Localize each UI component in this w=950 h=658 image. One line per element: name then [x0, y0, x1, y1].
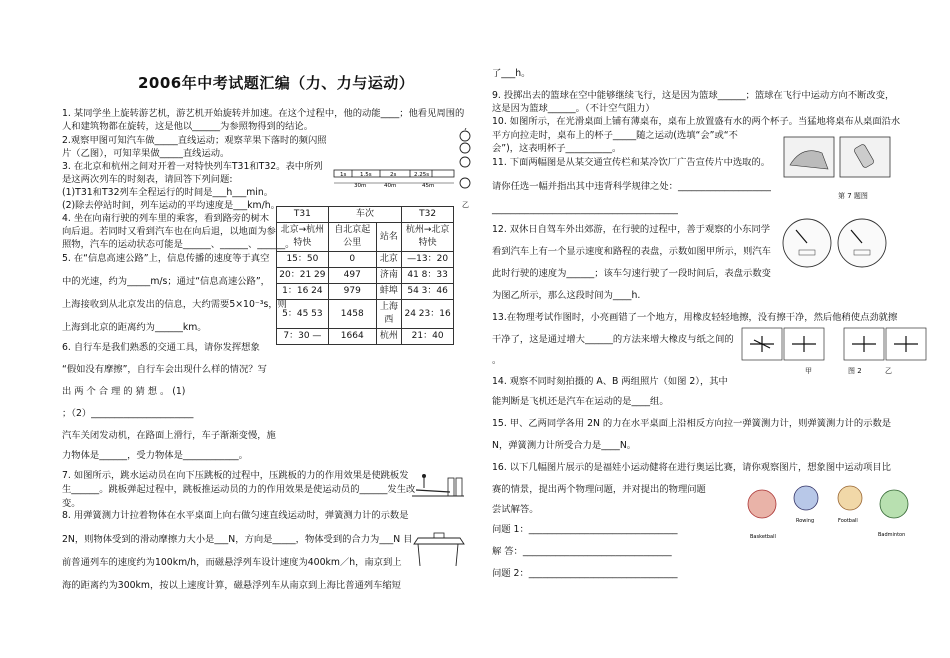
text-line: 干净了，这是通过增大______的方法来增大橡皮与纸之间的 — [492, 334, 734, 345]
text-line: ________________________________________ — [492, 204, 678, 215]
diving-board-figure — [410, 470, 466, 500]
apple-falling-icon — [456, 128, 474, 192]
table-row — [277, 284, 454, 300]
text-line: 9. 投掷出去的篮球在空中能够继续飞行，这是因为篮球______；篮球在飞行中运动方向不断改变， — [492, 90, 895, 101]
table-cell: 979 — [328, 284, 376, 300]
table-cell: 20：21 29 — [277, 268, 329, 284]
table-row — [277, 329, 454, 345]
text-line: 上海接收到从北京发出的信息，大约需要5×10⁻³s，则 — [62, 299, 287, 310]
table-row — [277, 300, 454, 329]
table-cell: 21：40 — [402, 329, 454, 345]
text-line: 11. 下面两幅图是从某交通宣传栏和某冷饮厂广告宣传片中选取的。 — [492, 157, 771, 168]
table-cell: 15：50 — [277, 252, 329, 268]
figure-label: 图 2 — [848, 367, 862, 375]
text-line: 8. 用弹簧测力计拉着物体在水平桌面上向右做匀速直线运动时，弹簧测力计的示数是 — [62, 510, 409, 521]
text-line: N，弹簧测力计所受合力是____N。 — [492, 440, 637, 451]
timetable — [276, 206, 454, 345]
table-cell: 蚌埠 — [376, 284, 402, 300]
text-line: 人和建筑物都在旋转，这是他以______为参照物得到的结论。 — [62, 121, 314, 132]
text-line: 尝试解答。 — [492, 504, 539, 515]
text-line: 向后退。若同时又看到汽车也在向后退，以地面为参 — [62, 226, 276, 237]
strip-label: 1s — [340, 172, 347, 178]
text-line: 生______。跳板弹起过程中，跳板推运动员的力的作用效果是使运动员的______发生改 — [62, 484, 416, 495]
text-line: 片（乙图），可知苹果做_____直线运动。 — [62, 148, 230, 159]
text-line: 会”)，这表明杯子__________。 — [492, 143, 622, 154]
table-cell: 54 3：46 — [402, 284, 454, 300]
table-cell: 北京→杭州特快 — [277, 223, 329, 252]
text-line: 1. 某同学坐上旋转游艺机，游艺机开始旋转并加速。在这个过程中，他的动能____；他看见周围的 — [62, 108, 465, 119]
table-cell: —13：20 — [402, 252, 454, 268]
text-line: 海的距离约为300km，按以上速度计算，磁悬浮列车从南京到上海比普通列车缩短 — [62, 580, 401, 591]
text-line: 是这两次列车的时刻表，请回答下列问题: — [62, 174, 233, 185]
text-line: 力物体是______，受力物体是____________。 — [62, 450, 248, 461]
table-header: T32 — [402, 207, 454, 223]
table-cell: 北京 — [376, 252, 402, 268]
strip-label: 30m — [354, 183, 367, 188]
ads-figure — [782, 135, 892, 193]
text-line: 前普通列车的速度约为100km/h，而磁悬浮列车设计速度为400km／h，南京到上 — [62, 557, 402, 568]
plane-car-photos — [740, 326, 928, 364]
text-line: 10. 如图所示，在光滑桌面上铺有薄桌布，桌布上放置盛有水的两个杯子。当猛地将桌布从桌面沿水 — [492, 116, 901, 127]
table-cell: 41 8：33 — [402, 268, 454, 284]
table-cell: 自北京起公里 — [328, 223, 376, 252]
text-line: 16. 以下几幅图片展示的是福娃小运动健将在进行奥运比赛，请你观察图片，想象图中运动项目比 — [492, 462, 891, 473]
figure-label: 乙 — [885, 367, 892, 375]
text-line: 出 两 个 合 理 的 猜 想 。 (1) — [62, 386, 186, 397]
text-line: 变。 — [62, 498, 81, 509]
table-cell: 杭州→北京特快 — [402, 223, 454, 252]
table-cell: 上海西 — [376, 300, 402, 329]
table-row — [277, 268, 454, 284]
text-line: 13.在物理考试作图时，小亮画错了一个地方，用橡皮轻轻地擦，没有擦干净，然后他稍使点劲就擦 — [492, 312, 898, 323]
page-title: 2006年中考试题汇编（力、力与运动） — [138, 74, 415, 92]
text-line: 赛的情景，提出两个物理问题，并对提出的物理问题 — [492, 484, 706, 495]
text-line: 问题 2：________________________________ — [492, 568, 678, 579]
strip-label: 2.25s — [414, 172, 430, 178]
table-header: T31 — [277, 207, 329, 223]
table-cell: 1：16 24 — [277, 284, 329, 300]
table-header: 车次 — [328, 207, 401, 223]
table-cell: 杭州 — [376, 329, 402, 345]
mascot-label: Basketball — [750, 534, 776, 540]
table-cell: 1664 — [328, 329, 376, 345]
text-line: 3. 在北京和杭州之间对开着一对特快列车T31和T32。表中所列 — [62, 161, 323, 172]
figure-caption: 第 7 题图 — [838, 192, 868, 200]
text-line: 能判断是飞机还是汽车在运动的是____组。 — [492, 396, 669, 407]
table-cell: 497 — [328, 268, 376, 284]
text-line: 15. 甲、乙两同学各用 2N 的力在水平桌面上沿相反方向拉一弹簧测力计，则弹簧测力计的示数是 — [492, 418, 892, 429]
strip-label: 2s — [390, 172, 397, 178]
text-line: 此时行驶的速度为______；该车匀速行驶了一段时间后，表盘示数变 — [492, 268, 771, 279]
text-line: 12. 双休日自驾车外出郊游，在行驶的过程中，善于观察的小东同学 — [492, 224, 771, 235]
car-motion-figure — [332, 168, 456, 188]
table-cell: 1458 — [328, 300, 376, 329]
strip-label: 40m — [384, 183, 397, 188]
text-line: 了___h。 — [492, 68, 531, 79]
mascot-label: Rowing — [796, 518, 815, 524]
text-line: 7. 如图所示，跳水运动员在向下压跳板的过程中，压跳板的力的作用效果是使跳板发 — [62, 470, 409, 481]
olympic-mascots-figure — [740, 476, 920, 542]
text-line: 请你任选一幅并指出其中违背科学规律之处：____________________ — [492, 181, 771, 192]
table-cell: 24 23：16 — [402, 300, 454, 329]
text-line: 这是因为篮球______。（不计空气阻力） — [492, 103, 655, 114]
table-cell: 0 — [328, 252, 376, 268]
text-line: 2N，则物体受到的滑动摩擦力大小是___N，方向是_____，物体受到的合力为___N 目 — [62, 534, 413, 545]
text-line: 为图乙所示，那么这段时间为____h. — [492, 290, 641, 301]
text-line: 14. 观察不同时刻拍摄的 A、B 两组照片（如图 2），其中 — [492, 376, 728, 387]
text-line: 6. 自行车是我们熟悉的交通工具，请你发挥想象 — [62, 342, 260, 353]
speedometer-figure — [780, 216, 890, 270]
table-row — [277, 252, 454, 268]
text-line: 5. 在“信息高速公路”上，信息传播的速度等于真空 — [62, 253, 270, 264]
text-line: 照物，汽车的运动状态可能是______、______、______。 — [62, 239, 295, 250]
text-line: 中的光速，约为_____m/s；通过“信息高速公路”， — [62, 276, 270, 287]
text-line: 平方向拉走时，桌布上的杯子_____随之运动(选填“会”或“不 — [492, 130, 738, 141]
text-line: (2)除去停站时间，列车运动的平均速度是___km/h。 — [62, 200, 280, 211]
table-row — [277, 223, 454, 252]
strip-label: 1.5s — [360, 172, 372, 178]
text-line: 看到汽车上有一个显示速度和路程的表盘，示数如图甲所示，则汽车 — [492, 246, 771, 257]
figure-label: 甲 — [805, 367, 812, 375]
text-line: 汽车关闭发动机，在路面上滑行，车子渐渐变慢，施 — [62, 430, 276, 441]
table-cell: 济南 — [376, 268, 402, 284]
table-spring-figure — [412, 528, 466, 568]
text-line: (1)T31和T32列车全程运行的时间是___h___min。 — [62, 187, 274, 198]
text-line: 问题 1：________________________________ — [492, 524, 678, 535]
figure-label: 乙 — [462, 201, 469, 209]
text-line: 2.观察甲图可知汽车做_____直线运动；观察苹果下落时的频闪照 — [62, 135, 327, 146]
text-line: 4. 坐在向南行驶的列车里的乘客，看到路旁的树木 — [62, 213, 270, 224]
mascot-label: Badminton — [878, 532, 906, 538]
mascot-label: Football — [838, 518, 858, 524]
table-cell: 7：30 — — [277, 329, 329, 345]
text-line: 上海到北京的距离约为______km。 — [62, 322, 207, 333]
text-line: 。 — [492, 355, 502, 366]
text-line: 解 答：________________________________ — [492, 546, 672, 557]
table-cell: 站名 — [376, 223, 402, 252]
text-line: ；（2）______________________ — [62, 408, 194, 419]
text-line: “假如没有摩擦”，自行车会出现什么样的情况？写 — [62, 364, 267, 375]
table-cell: 5：45 53 — [277, 300, 329, 329]
strip-label: 45m — [422, 183, 435, 188]
